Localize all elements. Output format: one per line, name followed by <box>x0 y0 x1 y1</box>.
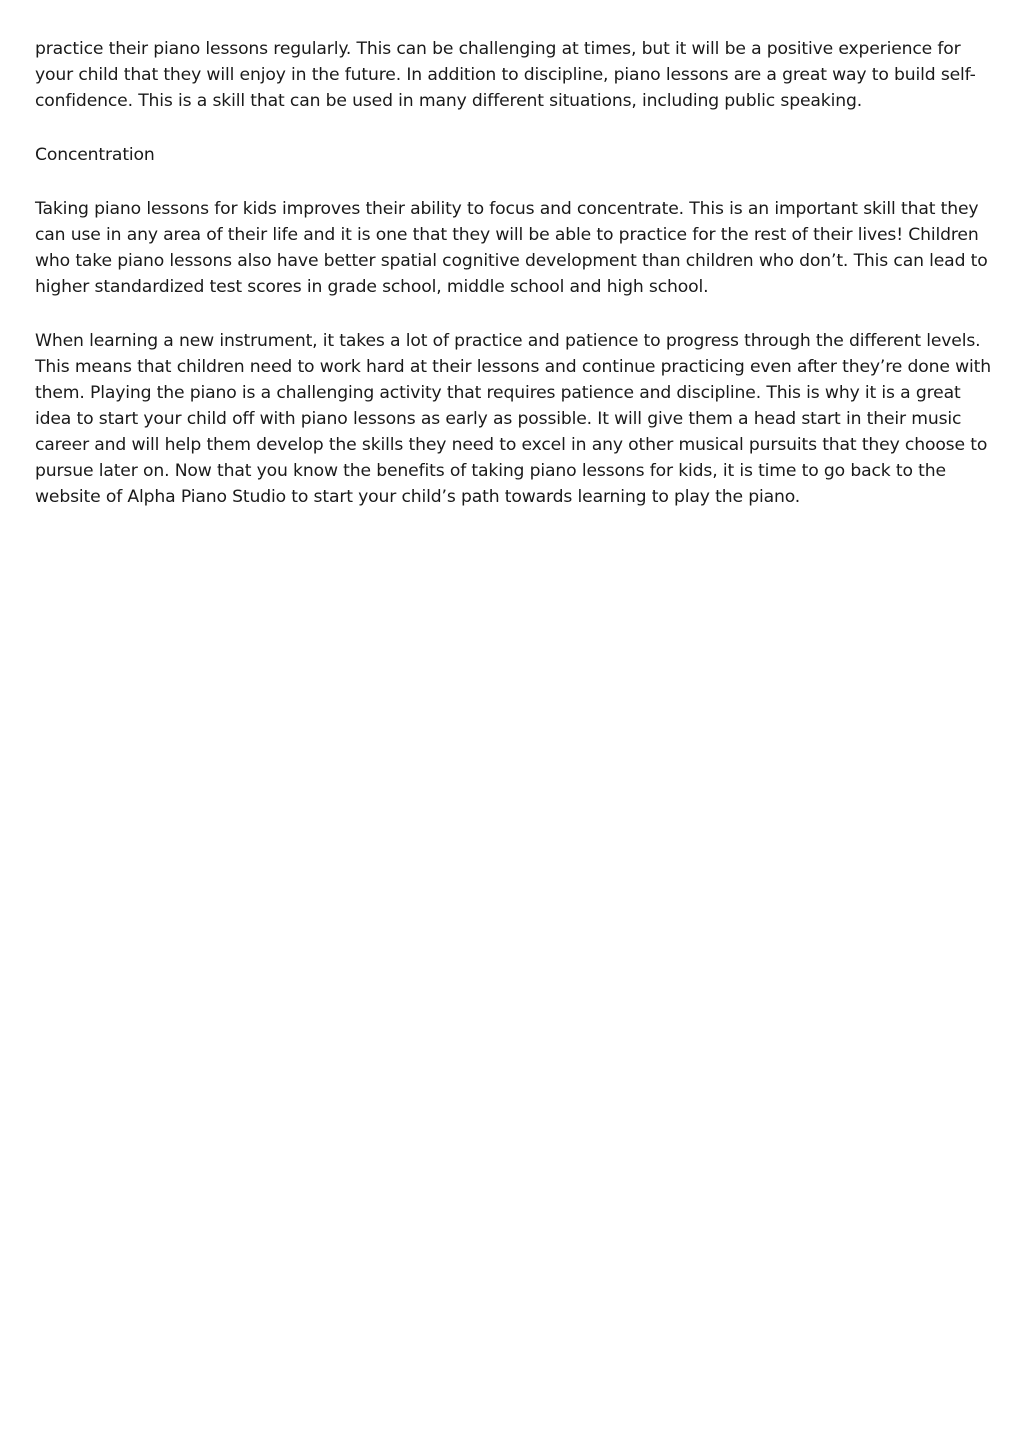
document-page <box>35 36 995 538</box>
paragraph-discipline: practice their piano lessons regularly. This can be challenging at times, but it will be a positive experience for your child that they will enjoy in the future. In addition to discipline, piano lessons are a great way to build self-confidence. This is a skill that can be used in many different situations, including public speaking. <box>35 39 976 111</box>
section-heading-concentration: Concentration <box>35 145 155 165</box>
paragraph-conclusion: When learning a new instrument, it takes a lot of practice and patience to progress through the different levels. This means that children need to work hard at their lessons and continue practicing even after they’re done with them. Playing the piano is a challenging activity that requires patience and discipline. This is why it is a great idea to start your child off with piano lessons as early as possible. It will give them a head start in their music career and will help them develop the skills they need to excel in any other musical pursuits that they choose to pursue later on. Now that you know the benefits of taking piano lessons for kids, it is time to go back to the website of Alpha Piano Studio to start your child’s path towards learning to play the piano. <box>35 331 991 507</box>
paragraph-concentration: Taking piano lessons for kids improves their ability to focus and concentrate. This is an important skill that they can use in any area of their life and it is one that they will be able to practice for the rest of their lives! Children who take piano lessons also have better spatial cognitive development than children who don’t. This can lead to higher standardized test scores in grade school, middle school and high school. <box>35 199 988 297</box>
